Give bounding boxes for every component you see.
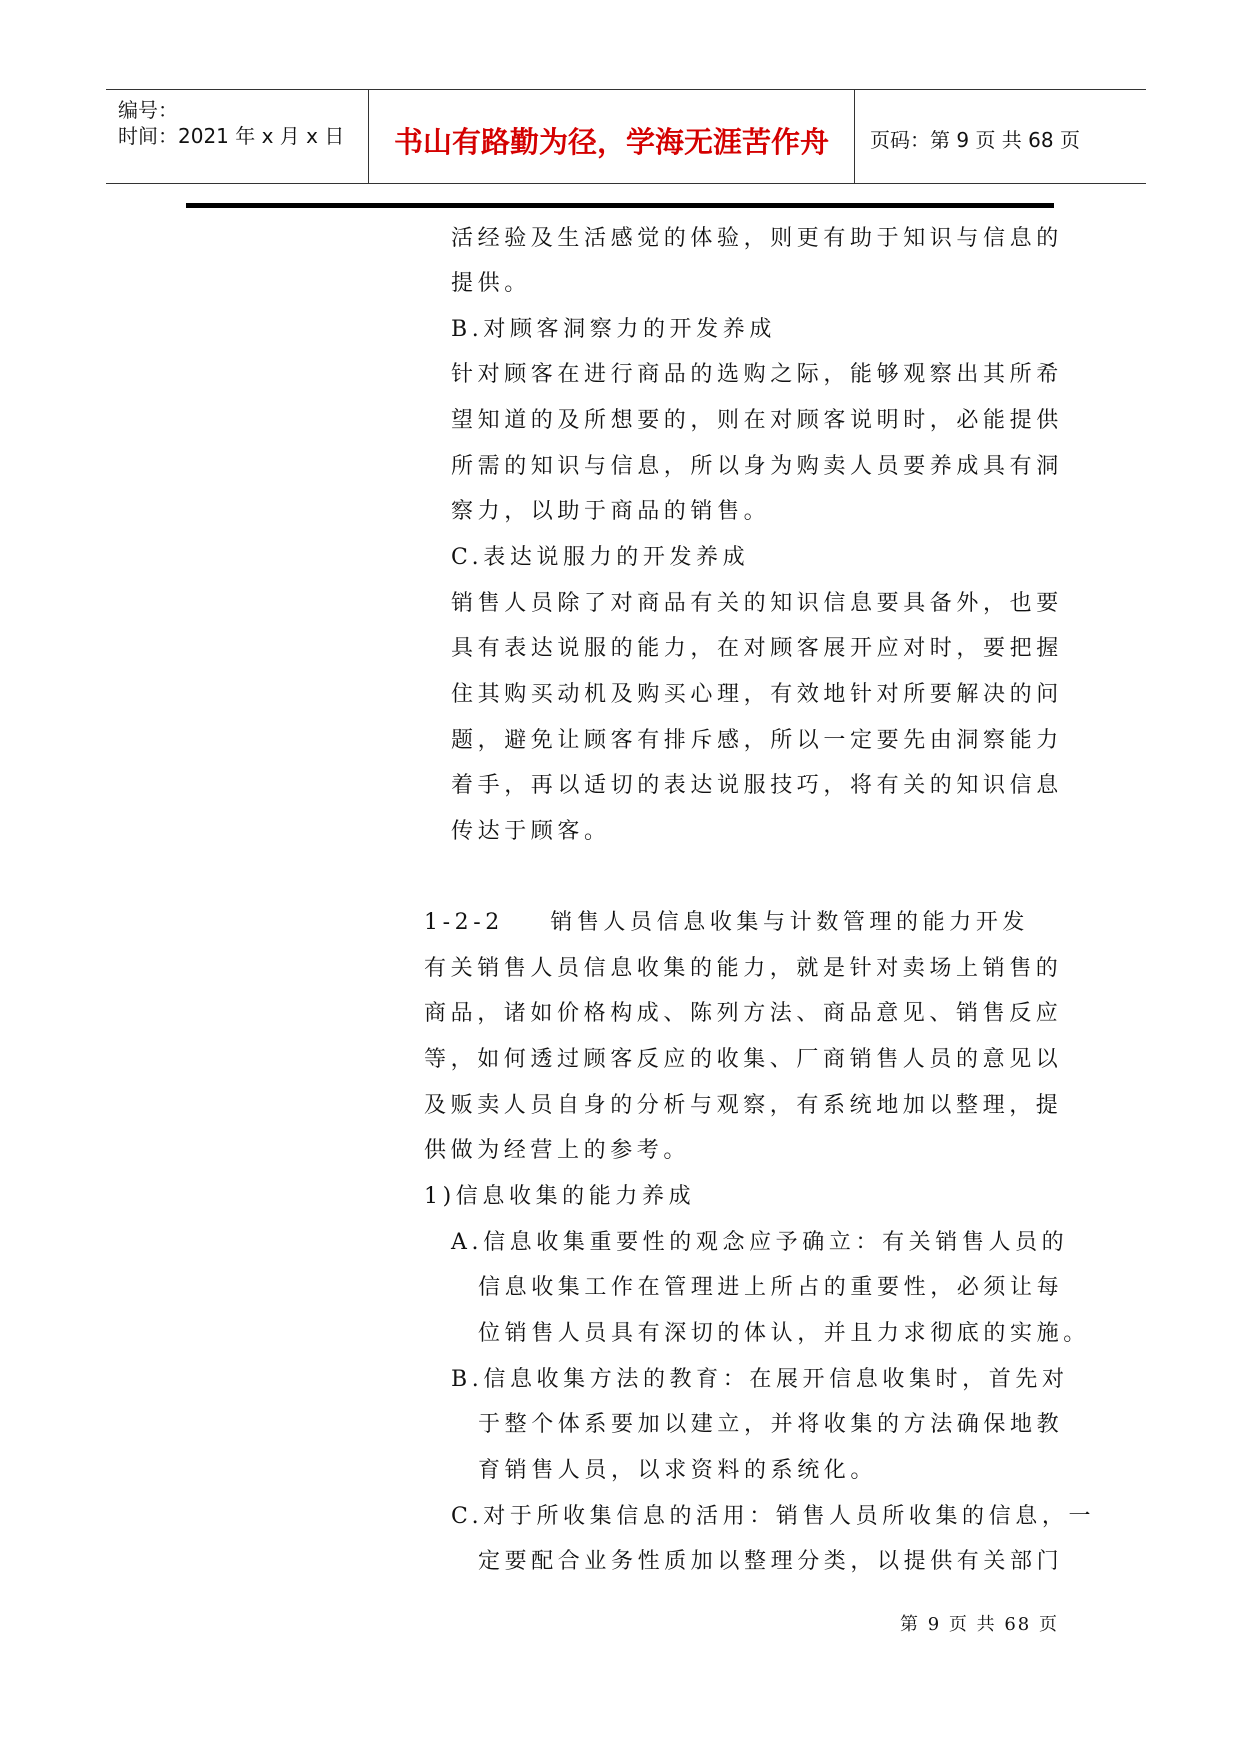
header-info-cell xyxy=(106,90,369,183)
body-line: 定要配合业务性质加以整理分类，以提供有关部门 xyxy=(478,1549,1064,1574)
body-line: 住其购买动机及购买心理，有效地针对所要解决的问 xyxy=(451,682,1063,707)
code-label: 编号： xyxy=(118,98,178,122)
body-line: 传达于顾客。 xyxy=(451,819,611,844)
body-line: 望知道的及所想要的，则在对顾客说明时，必能提供 xyxy=(451,408,1063,433)
body-line: 提供。 xyxy=(451,271,531,296)
body-line: A.信息收集重要性的观念应予确立：有关销售人员的 xyxy=(451,1230,1069,1255)
page-info: 页码：第 9 页 共 68 页 xyxy=(870,128,1080,152)
body-line: 信息收集工作在管理进上所占的重要性，必须让每 xyxy=(478,1275,1064,1300)
header-page-cell xyxy=(856,90,1146,183)
section-heading: 1-2-2 销售人员信息收集与计数管理的能力开发 xyxy=(424,910,1030,935)
body-line: B.对顾客洞察力的开发养成 xyxy=(451,317,776,342)
body-line: 察力，以助于商品的销售。 xyxy=(451,499,771,524)
body-line: 具有表达说服的能力，在对顾客展开应对时，要把握 xyxy=(451,636,1063,661)
body-line: C.表达说服力的开发养成 xyxy=(451,545,750,570)
body-line: B.信息收集方法的教育：在展开信息收集时，首先对 xyxy=(451,1367,1069,1392)
header-motto-cell xyxy=(369,90,855,183)
body-line: 等，如何透过顾客反应的收集、厂商销售人员的意见以 xyxy=(424,1047,1063,1072)
body-line: 供做为经营上的参考。 xyxy=(424,1138,691,1163)
motto: 书山有路勤为径，学海无涯苦作舟 xyxy=(393,125,829,159)
body-line: 位销售人员具有深切的体认，并且力求彻底的实施。 xyxy=(478,1321,1090,1346)
header-divider xyxy=(186,203,1054,208)
body-line: 及贩卖人员自身的分析与观察，有系统地加以整理，提 xyxy=(424,1093,1063,1118)
body-line: 着手，再以适切的表达说服技巧，将有关的知识信息 xyxy=(451,773,1063,798)
subsection-heading: 1)信息收集的能力养成 xyxy=(424,1184,696,1209)
body-line: 于整个体系要加以建立，并将收集的方法确保地教 xyxy=(478,1412,1064,1437)
body-line: 所需的知识与信息，所以身为购卖人员要养成具有洞 xyxy=(451,454,1063,479)
body-line: 针对顾客在进行商品的选购之际，能够观察出其所希 xyxy=(451,362,1063,387)
body-line: 商品，诸如价格构成、陈列方法、商品意见、销售反应 xyxy=(424,1001,1063,1026)
body-line: 有关销售人员信息收集的能力，就是针对卖场上销售的 xyxy=(424,956,1063,981)
body-line: C.对于所收集信息的活用：销售人员所收集的信息，一 xyxy=(451,1504,1096,1529)
time-label: 时间：2021 年 x 月 x 日 xyxy=(118,124,345,148)
body-line: 题，避免让顾客有排斥感，所以一定要先由洞察能力 xyxy=(451,728,1063,753)
page-footer: 第 9 页 共 68 页 xyxy=(900,1614,1059,1635)
body-line: 活经验及生活感觉的体验，则更有助于知识与信息的 xyxy=(451,226,1063,251)
body-line: 销售人员除了对商品有关的知识信息要具备外，也要 xyxy=(451,591,1063,616)
body-line: 育销售人员，以求资料的系统化。 xyxy=(478,1458,878,1483)
header-table xyxy=(106,89,1146,184)
